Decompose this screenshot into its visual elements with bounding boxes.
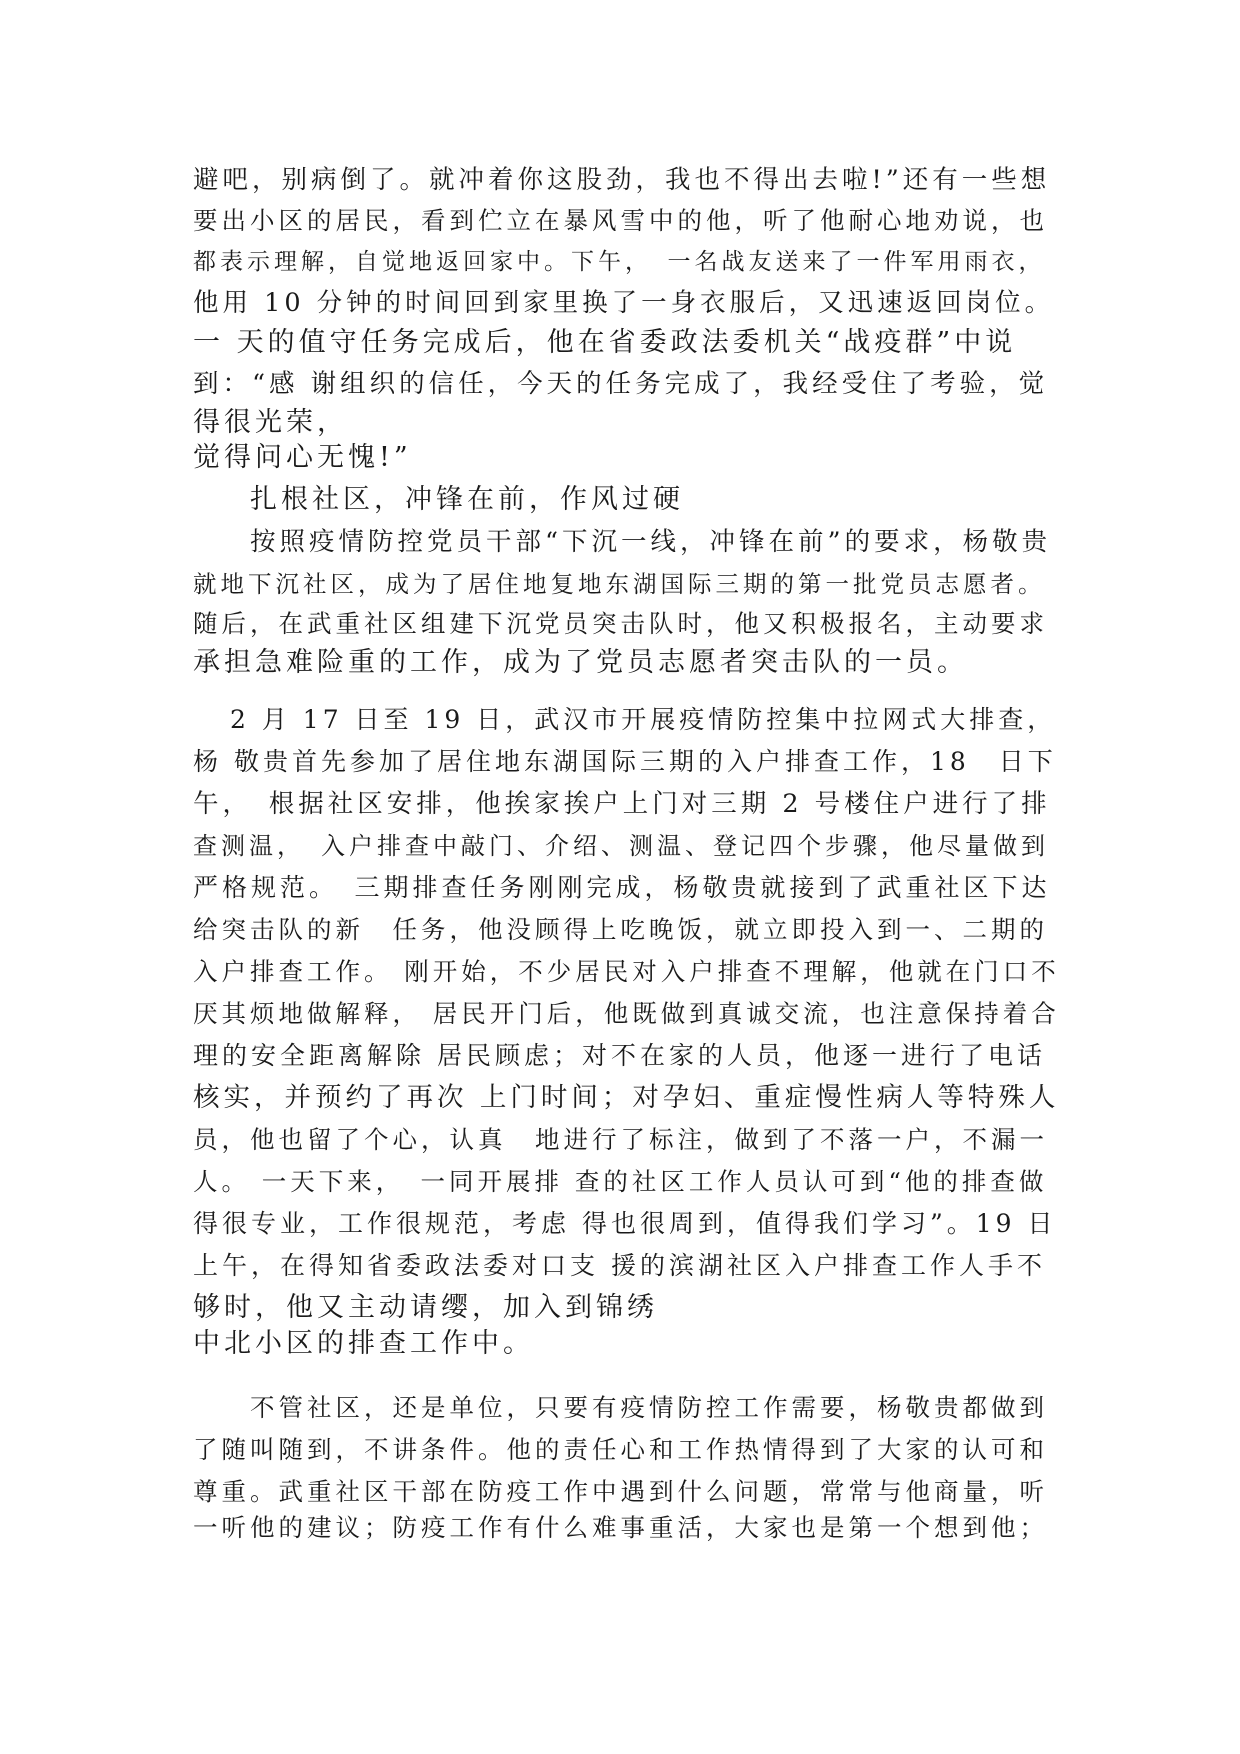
text-line: 上午，在得知省委政法委对口支 援的滨湖社区入户排查工作人手不: [193, 1251, 1046, 1280]
text-line: 就地下沉社区，成为了居住地复地东湖国际三期的第一批党员志愿者。: [193, 570, 1046, 598]
text-line: 中北小区的排查工作中。: [193, 1328, 534, 1359]
text-line: 了随叫随到，不讲条件。他的责任心和工作热情得到了大家的认可和: [193, 1435, 1048, 1464]
text-line: 都表示理解，自觉地返回家中。下午， 一名战友送来了一件军用雨衣，: [193, 249, 1046, 275]
text-line: 杨 敬贵首先参加了居住地东湖国际三期的入户排查工作，18 日下: [193, 747, 1057, 776]
text-line: 随后，在武重社区组建下沉党员突击队时，他又积极报名，主动要求: [193, 609, 1048, 638]
text-line: 给突击队的新 任务，他没顾得上吃晚饭，就立即投入到一、二期的: [193, 915, 1048, 944]
text-line: 人。 一天下来， 一同开展排 查的社区工作人员认可到“他的排查做: [193, 1167, 1048, 1196]
text-line: 入户排查工作。 刚开始，不少居民对入户排查不理解，他就在门口不: [193, 957, 1060, 986]
text-line: 到：“感 谢组织的信任，今天的任务完成了，我经受住了考验，觉: [193, 369, 1049, 399]
text-line: 尊重。武重社区干部在防疫工作中遇到什么问题，常常与他商量，听: [193, 1477, 1048, 1506]
text-line: 严格规范。 三期排查任务刚刚完成，杨敬贵就接到了武重社区下达: [193, 873, 1051, 902]
text-line: 承担急难险重的工作，成为了党员志愿者突击队的一员。: [193, 647, 968, 678]
text-line: 午， 根据社区安排，他挨家挨户上门对三期 2 号楼住户进行了排: [193, 789, 1051, 819]
text-line: 员，他也留了个心，认真 地进行了标注，做到了不落一户，不漏一: [193, 1125, 1048, 1154]
text-line: 要出小区的居民，看到伫立在暴风雪中的他，听了他耐心地劝说，也: [193, 206, 1048, 235]
text-line: 按照疫情防控党员干部“下沉一线，冲锋在前”的要求，杨敬贵: [250, 527, 1052, 557]
text-line: 厌其烦地做解释， 居民开门后，他既做到真诚交流，也注意保持着合: [193, 999, 1060, 1028]
text-line: 得很光荣，: [193, 407, 348, 438]
text-line: 核实，并预约了再次 上门时间；对孕妇、重症慢性病人等特殊人: [193, 1082, 1060, 1113]
text-line: 一听他的建议；防疫工作有什么难事重活，大家也是第一个想到他；: [193, 1513, 1048, 1542]
text-line: 觉得问心无愧!”: [193, 442, 412, 473]
text-line: 不管社区，还是单位，只要有疫情防控工作需要，杨敬贵都做到: [250, 1393, 1048, 1422]
text-line: 查测温， 入户排查中敲门、介绍、测温、登记四个步骤，他尽量做到: [193, 832, 1049, 860]
text-line: 够时，他又主动请缨，加入到锦绣: [193, 1292, 658, 1323]
text-line: 得很专业，工作很规范，考虑 得也很周到，值得我们学习”。19 日: [193, 1209, 1057, 1238]
text-line: 2 月 17 日至 19 日，武汉市开展疫情防控集中拉网式大排查，: [230, 705, 1057, 734]
text-line: 一 天的值守任务完成后，他在省委政法委机关“战疫群”中说: [193, 327, 1017, 358]
text-line: 他用 10 分钟的时间回到家里换了一身衣服后，又迅速返回岗位。: [193, 288, 1055, 318]
text-line: 避吧，别病倒了。就冲着你这股劲，我也不得出去啦!”还有一些想: [193, 165, 1051, 195]
text-line: 理的安全距离解除 居民顾虑；对不在家的人员，他逐一进行了电话: [193, 1041, 1046, 1070]
section-heading: 扎根社区，冲锋在前，作风过硬: [250, 484, 684, 515]
